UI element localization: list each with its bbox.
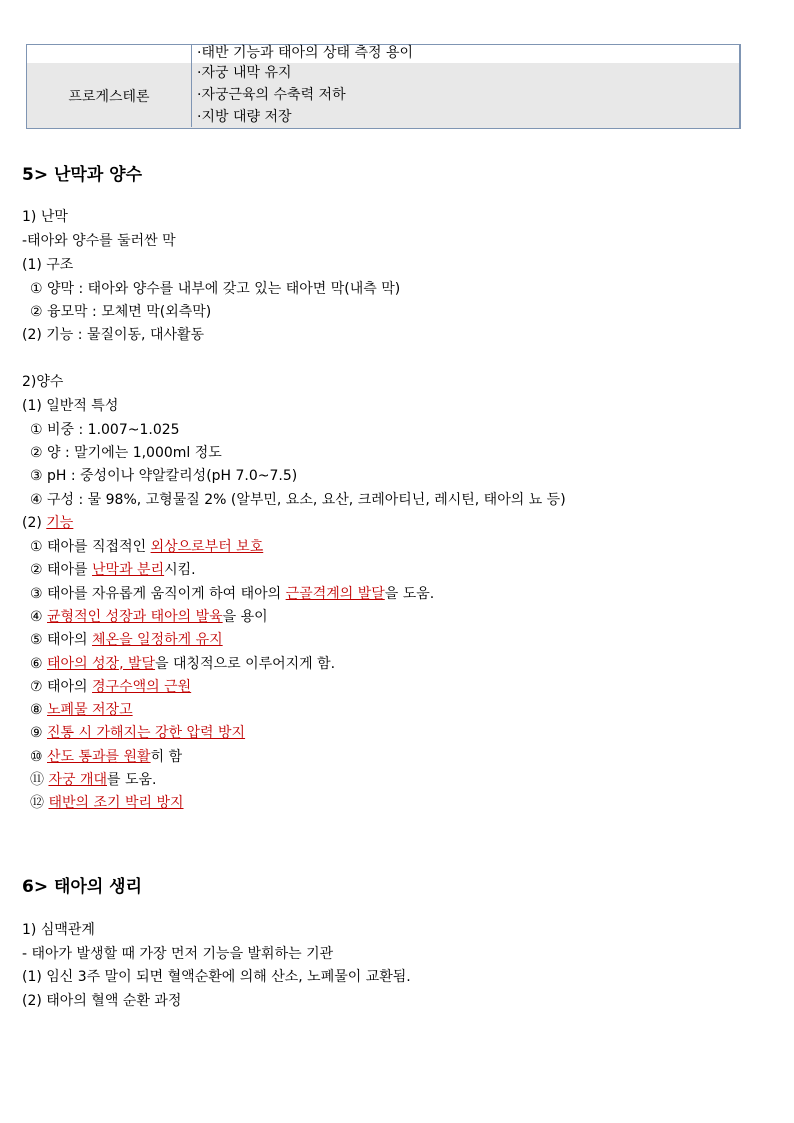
section-heading: 5> 난막과 양수 bbox=[22, 165, 143, 185]
function-item bbox=[30, 770, 156, 790]
function-item-text: ⑩ bbox=[30, 748, 48, 765]
function-item-text: ③ 태아를 자유롭게 움직이게 하여 태아의 bbox=[30, 585, 286, 602]
function-item-text: 을 도움. bbox=[384, 585, 435, 602]
function-item-text: ④ bbox=[30, 608, 48, 625]
subsection-title: 2)양수 bbox=[22, 374, 64, 390]
function-item bbox=[30, 677, 191, 697]
function-item-highlight: 산도 통과를 원활 bbox=[47, 748, 151, 765]
func-title-highlight: 기능 bbox=[46, 515, 74, 531]
list-item: ③ pH : 중성이나 약알칼리성(pH 7.0~7.5) bbox=[30, 468, 298, 484]
function-item-text: 히 함 bbox=[150, 748, 183, 765]
section-heading: 6> 태아의 생리 bbox=[22, 877, 143, 897]
function-item-highlight: 난막과 분리 bbox=[92, 562, 165, 579]
subsection-title: (1) 일반적 특성 bbox=[22, 398, 119, 414]
list-item: ① 양막 : 태아와 양수를 내부에 갖고 있는 태아면 막(내측 막) bbox=[30, 281, 401, 297]
function-item bbox=[30, 537, 263, 557]
text-line: (2) 기능 : 물질이동, 대사활동 bbox=[22, 327, 205, 343]
func-title-prefix: (2) bbox=[22, 515, 47, 531]
function-item-highlight: 경구수액의 근원 bbox=[92, 678, 192, 695]
function-item-highlight: 진통 시 가해지는 강한 압력 방지 bbox=[47, 725, 246, 742]
hormone-label: 프로게스테론 bbox=[68, 88, 150, 105]
list-item: ② 융모막 : 모체면 막(외측막) bbox=[30, 304, 212, 320]
function-item-text: ⑥ bbox=[30, 655, 48, 672]
list-item: ② 양 : 말기에는 1,000ml 정도 bbox=[30, 445, 222, 461]
function-item-text: 을 용이 bbox=[222, 608, 268, 625]
function-item-highlight: 태반의 조기 박리 방지 bbox=[48, 795, 184, 812]
function-item-highlight: 체온을 일정하게 유지 bbox=[92, 632, 223, 649]
function-item-text: ⑨ bbox=[30, 725, 48, 742]
subsection-title: (1) 구조 bbox=[22, 257, 74, 273]
function-item bbox=[30, 584, 434, 604]
table-cell-text: ·자궁 내막 유지 bbox=[197, 65, 292, 81]
function-item-text: 을 대칭적으로 이루어지게 함. bbox=[155, 655, 336, 672]
list-item: ① 비중 : 1.007~1.025 bbox=[30, 422, 180, 438]
function-item bbox=[30, 723, 245, 743]
function-item-highlight: 균형적인 성장과 태아의 발육 bbox=[47, 608, 223, 625]
table-divider bbox=[191, 45, 192, 127]
list-item: (1) 임신 3주 말이 되면 혈액순환에 의해 산소, 노폐물이 교환됨. bbox=[22, 969, 411, 985]
function-item bbox=[30, 700, 133, 720]
text-line: -태아와 양수를 둘러싼 막 bbox=[22, 233, 176, 249]
function-item-text: 시킴. bbox=[164, 562, 196, 579]
function-item-text: ⑦ 태아의 bbox=[30, 678, 93, 695]
subsection-title: 1) 난막 bbox=[22, 209, 68, 225]
table-cell-text: ·자궁근육의 수축력 저하 bbox=[197, 87, 346, 103]
function-item bbox=[30, 747, 182, 767]
function-item-text: ⑪ bbox=[30, 772, 49, 788]
subsection-title: 1) 심맥관계 bbox=[22, 922, 95, 938]
function-item-highlight: 노폐물 저장고 bbox=[47, 702, 133, 719]
function-item-highlight: 태아의 성장, 발달 bbox=[47, 655, 156, 672]
function-item-highlight: 자궁 개대 bbox=[48, 772, 107, 788]
function-item bbox=[30, 654, 335, 674]
function-item-text: ② 태아를 bbox=[30, 562, 93, 579]
function-item-text: ⑧ bbox=[30, 702, 48, 719]
function-item bbox=[30, 630, 223, 650]
function-item-text: ⑫ bbox=[30, 795, 49, 812]
function-item-text: 를 도움. bbox=[107, 772, 157, 788]
function-item-highlight: 근골격계의 발달 bbox=[285, 585, 385, 602]
text-line: - 태아가 발생할 때 가장 먼저 기능을 발휘하는 기관 bbox=[22, 946, 334, 962]
hormone-table bbox=[26, 44, 741, 129]
function-item bbox=[30, 560, 196, 580]
function-item-text: ⑤ 태아의 bbox=[30, 632, 93, 649]
table-cell-text: ·태반 기능과 태아의 상태 측정 용이 bbox=[197, 45, 414, 61]
function-item bbox=[30, 607, 268, 627]
list-item: (2) 태아의 혈액 순환 과정 bbox=[22, 993, 182, 1009]
list-item: ④ 구성 : 물 98%, 고형물질 2% (알부민, 요소, 요산, 크레아티닌, 레시틴, 태아의 뇨 등) bbox=[30, 492, 566, 508]
function-item-text: ① 태아를 직접적인 bbox=[30, 539, 151, 555]
function-item bbox=[30, 793, 184, 813]
subsection-title bbox=[22, 513, 73, 533]
table-cell-text: ·지방 대량 저장 bbox=[197, 109, 292, 125]
function-item-highlight: 외상으로부터 보호 bbox=[150, 539, 264, 555]
